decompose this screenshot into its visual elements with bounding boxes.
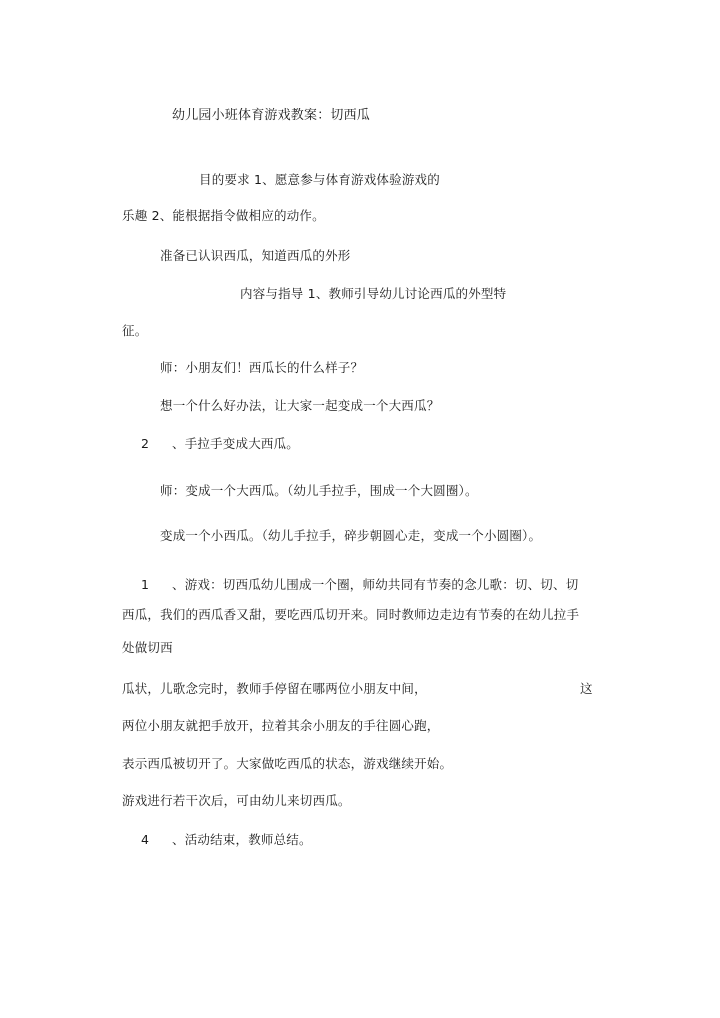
big-melon-line: 师：变成一个大西瓜。（幼儿手拉手，围成一个大圆圈）。 (160, 483, 478, 498)
game-step-number: 1 (141, 577, 150, 592)
step-2-text: 、手拉手变成大西瓜。 (172, 436, 300, 451)
game-line-2: 西瓜，我们的西瓜香又甜，要吃西瓜切开来。同时教师边走边有节奏的在幼儿拉手 (122, 607, 580, 622)
content-line-2: 征。 (122, 323, 148, 338)
game-line-7: 游戏进行若干次后，可由幼儿来切西瓜。 (122, 793, 351, 808)
content-line-1: 内容与指导 1、教师引导幼儿讨论西瓜的外型特 (240, 286, 507, 301)
small-melon-line: 变成一个小西瓜。（幼儿手拉手，碎步朝圆心走，变成一个小圆圈）。 (160, 528, 542, 543)
goal-line-2: 乐趣 2、能根据指令做相应的动作。 (122, 208, 325, 223)
game-line-5: 两位小朋友就把手放开，拉着其余小朋友的手往圆心跑， (122, 718, 440, 733)
step-2-number: 2 (141, 436, 150, 451)
preparation-line: 准备已认识西瓜，知道西瓜的外形 (160, 248, 351, 263)
game-line-1: 、游戏：切西瓜幼儿围成一个圈，师幼共同有节奏的念儿歌：切、切、切 (172, 577, 579, 592)
game-line-6: 表示西瓜被切开了。大家做吃西瓜的状态，游戏继续开始。 (122, 756, 453, 771)
step-4-text: 、活动结束，教师总结。 (172, 832, 312, 847)
document-title: 幼儿园小班体育游戏教案：切西瓜 (172, 108, 371, 123)
game-line-3: 处做切西 (122, 640, 173, 655)
game-line-4: 瓜状，儿歌念完时，教师手停留在哪两位小朋友中间， (122, 681, 427, 696)
goal-line-1: 目的要求 1、愿意参与体育游戏体验游戏的 (199, 172, 440, 187)
teacher-question-1: 师：小朋友们！西瓜长的什么样子？ (160, 360, 364, 375)
teacher-question-2: 想一个什么好办法，让大家一起变成一个大西瓜？ (160, 398, 440, 413)
game-line-4-end: 这 (580, 681, 593, 696)
step-4-number: 4 (141, 832, 150, 847)
